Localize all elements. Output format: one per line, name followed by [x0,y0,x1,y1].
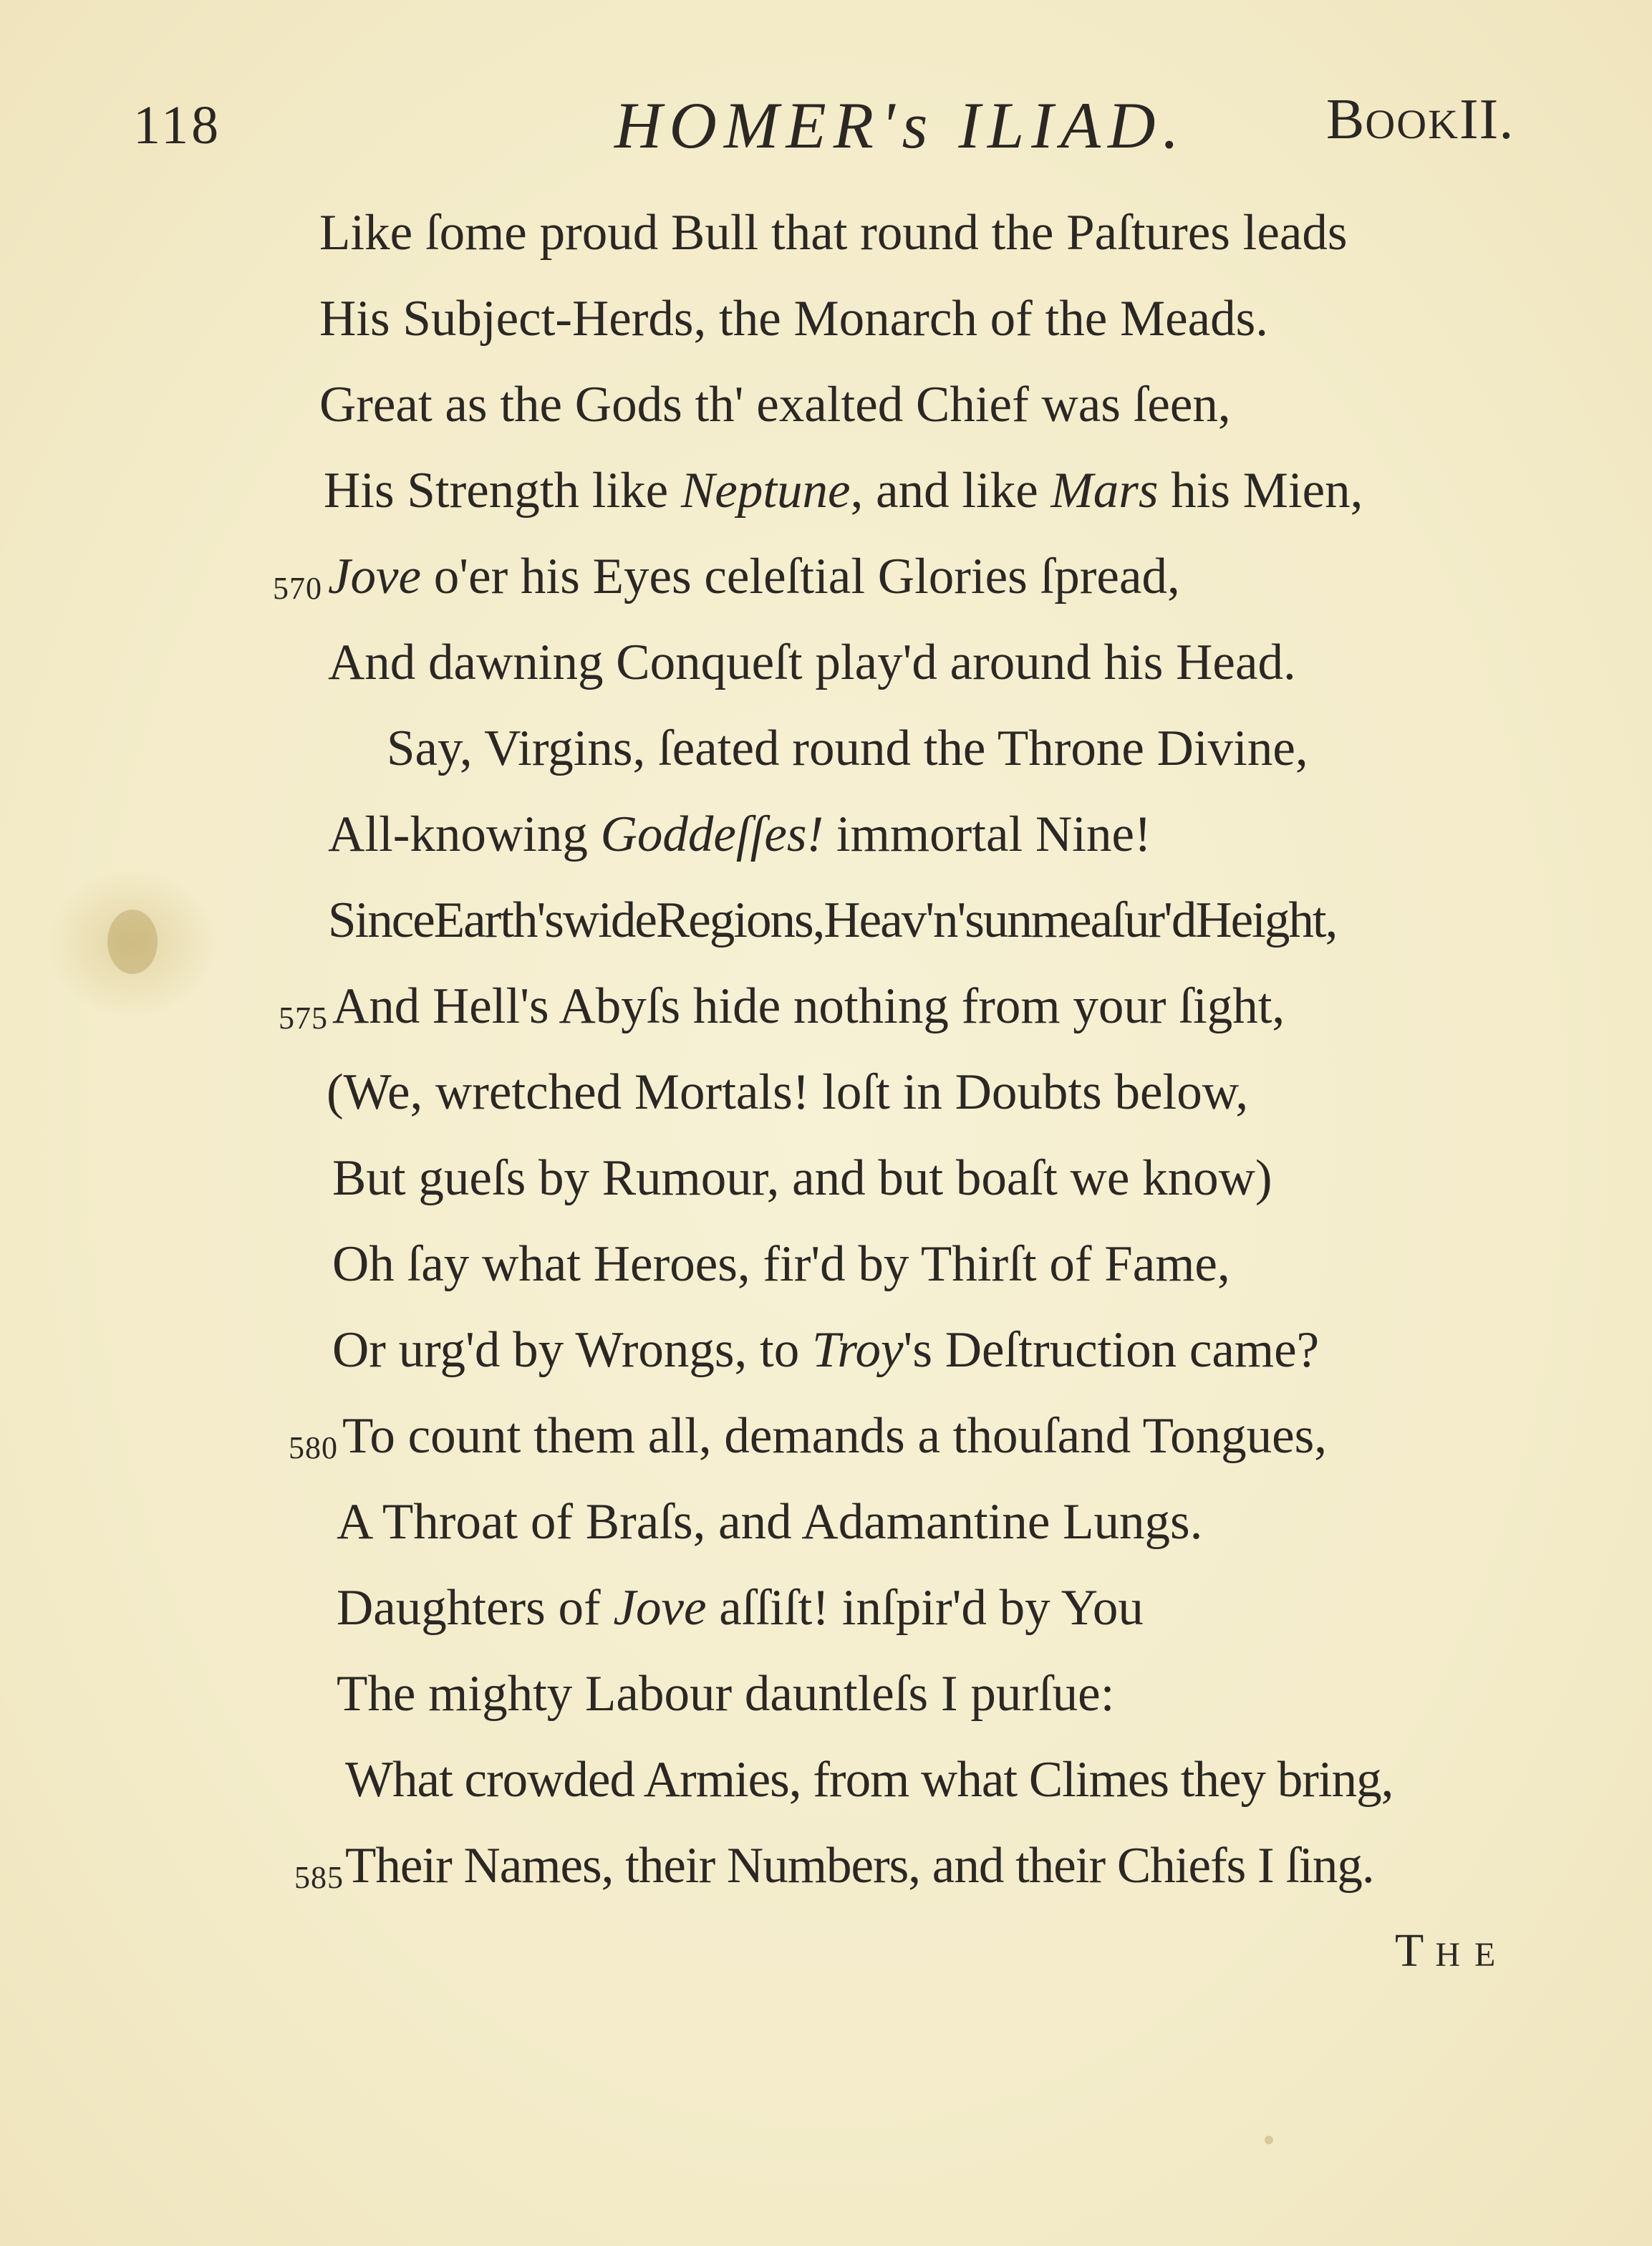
line-number: 580 [289,1430,338,1465]
verse-line [0,274,1652,360]
verse-italic-name: Jove [328,549,422,604]
verse-text: SinceEarth'swideRegions,Heav'n'sunmeaſur'dHeight, [328,892,1337,948]
verse-segment: immortal Nine! [823,806,1151,862]
line-number: 575 [279,1001,328,1036]
verse-italic-name: Neptune [680,463,851,519]
verse-line [0,445,1652,531]
verse-segment: aſſiſt! inſpir'd by You [706,1580,1144,1636]
catchword-initial: T [1395,1924,1436,1977]
verse-text: And Hell's Abyſs hide nothing from your ſight, [332,978,1285,1034]
verse-line [0,1649,1652,1735]
verse-line [0,875,1652,961]
verse-line [0,1735,1652,1821]
book-label-numeral: II. [1459,88,1515,151]
verse-line [0,961,1652,1047]
page-number: 118 [133,95,222,155]
running-title: HOMER's ILIAD. [614,89,1187,162]
verse-segment: his Mien, [1158,463,1363,519]
running-head [0,85,1652,163]
verse-line [0,1477,1652,1563]
book-label-smallcaps: OOK [1365,101,1460,148]
verse-text: Their Names, their Numbers, and their Chiefs I ſing. [345,1838,1374,1894]
verse-italic-name: Goddeſſes! [600,806,824,862]
verse-line [0,531,1652,617]
verse-text [328,802,1151,867]
verse-text: What crowded Armies, from what Climes they bring, [345,1752,1393,1808]
verse-text: Like ſome proud Bull that round the Paſtures leads [319,205,1348,261]
verse-segment: Daughters of [337,1580,614,1636]
verse-text: To count them all, demands a thouſand Tongues, [342,1408,1327,1464]
verse-line [0,1133,1652,1219]
verse-segment: His Strength like [324,463,681,519]
verse-text: His Subject-Herds, the Monarch of the Meads. [319,291,1269,347]
book-label [1326,87,1514,153]
verse-segment: , and like [850,463,1051,519]
line-number: 570 [273,571,322,606]
verse-segment: All-knowing [328,806,601,862]
verse-italic-name: Jove [613,1580,707,1636]
verse-line [0,703,1652,789]
verse-line [0,1391,1652,1477]
verse-line [0,1219,1652,1305]
verse-line [0,1563,1652,1649]
verse-text [337,1576,1144,1640]
verse-text [332,1318,1319,1382]
verse-italic-name: Mars [1050,463,1159,519]
verse-text [324,458,1363,523]
verse-text: Oh ſay what Heroes, fir'd by Thirſt of Fame, [332,1236,1230,1292]
verse-italic-name: Troy [811,1322,904,1378]
verse-segment: 's Deſtruction came? [903,1322,1320,1378]
foxing-stain [1265,2136,1273,2144]
verse-line [0,617,1652,703]
line-number: 585 [294,1860,344,1895]
verse-line [0,1305,1652,1391]
catchword-smallcaps: HE [1435,1936,1510,1974]
verse-line [0,188,1652,274]
verse-text: Say, Virgins, ſeated round the Throne Divine, [387,720,1308,776]
verse-text: A Throat of Braſs, and Adamantine Lungs. [337,1494,1203,1550]
verse-text: The mighty Labour dauntleſs I purſue: [337,1666,1115,1722]
verse-line [0,1047,1652,1133]
book-label-prefix: B [1326,88,1366,151]
verse-text: (We, wretched Mortals! loſt in Doubts below, [327,1064,1249,1120]
verse-text: Great as the Gods th' exalted Chief was ſeen, [319,377,1231,433]
verse-line [0,360,1652,445]
verse-segment: Or urg'd by Wrongs, to [332,1322,812,1378]
verse-text: But gueſs by Rumour, and but boaſt we know) [332,1150,1272,1206]
verse-text [328,544,1180,609]
verse-text: And dawning Conqueſt play'd around his Head. [328,635,1296,690]
verse-line [0,1821,1652,1907]
verse-segment: o'er his Eyes celeſtial Glories ſpread, [421,549,1180,604]
verse-line [0,789,1652,875]
catchword [1395,1924,1509,1978]
